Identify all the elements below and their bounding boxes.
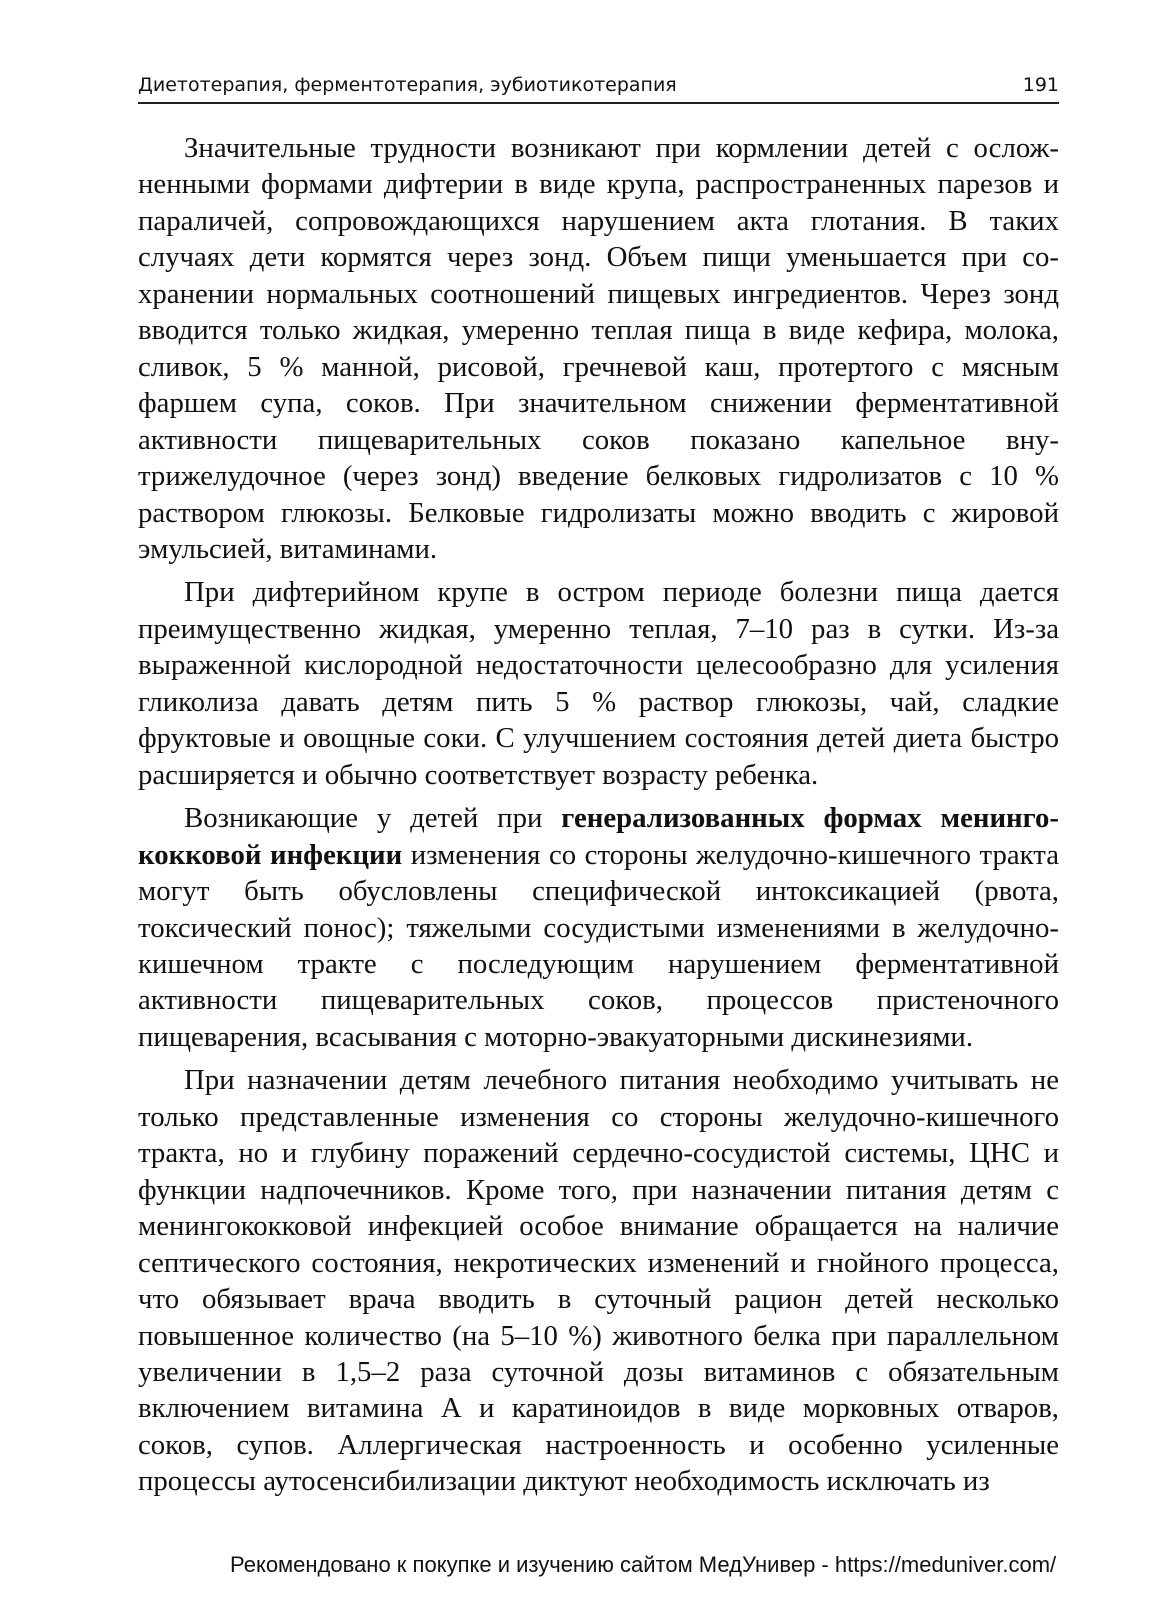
footer-watermark: Рекомендовано к покупке и изучению сайтом МедУнивер - https://meduniver.com/	[230, 1552, 1057, 1577]
page-number: 191	[1022, 74, 1059, 96]
paragraph-therapeutic-nutrition: При назначении детям лечебного питания необходимо учитывать не только представленные изменения со стороны желудочно-кишечного тракта, но и глубину поражений сердечно-сосудистой системы, ЦНС и функции надпочечников. Кроме того, при назначении питания детям с менингококковой инфекцией особое внимание обращается на наличие септического состояния, некротических изменений и гнойного процесса, что обязывает врача вводить в суточный рацион детей несколько повышенное количество (на 5–10 %) животного белка при параллельном увеличении в 1,5–2 раза суточной дозы витаминов с обязательным включением витамина А и каратиноидов в виде морковных отваров, соков, супов. Аллергическая настроенность и особенно усиленные процессы аутосенсибилизации диктуют необходимость исключать из	[138, 1064, 1059, 1498]
paragraph-diphtheria-croup: При дифтерийном крупе в остром периоде болезни пища дается преимущественно жидкая, умеренно теплая, 7–10 раз в сутки. Из-за выраженной кислородной недостаточности целесообразно для усиления гликолиза давать детям пить 5 % раствор глюкозы, чай, сладкие фруктовые и овощные соки. С улучшением состояния детей диета быстро расширяется и обычно соответствует возрасту ребенка.	[138, 576, 1059, 791]
paragraph-meningococcal-infection	[138, 800, 1059, 1055]
running-header	[138, 68, 1059, 104]
running-header-title: Диетотерапия, ферментотерапия, эубиотикотерапия	[138, 74, 677, 96]
paragraph-diphtheria-feeding: Значительные трудности возникают при кормлении детей с осложненными формами дифтерии в виде крупа, распространенных парезов и параличей, сопровождающихся нарушением акта глотания. В таких случаях дети кормятся через зонд. Объем пищи уменьшается при сохранении нормальных соотношений пищевых ингредиентов. Через зонд вводится только жидкая, умеренно теплая пища в виде кефира, молока, сливок, 5 % манной, рисовой, гречневой каш, протертого с мясным фаршем супа, соков. При значительном снижении ферментативной активности пищеварительных соков показано капельное внутрижелудочное (через зонд) введение белковых гидролизатов с 10 % раствором глюкозы. Белковые гидролизаты можно вводить с жировой эмульсией, витаминами.	[138, 132, 1059, 565]
paragraph-continuation-text: изменения со стороны желудочно-кишечного тракта могут быть обусловлены специфической интоксикацией (рвота, токсический понос); тяжелыми сосудистыми изменениями в желудочно-кишечном тракте с последующим нарушением ферментативной активности пищеварительных соков, процессов пристеночного пищеварения, всасывания с моторно-эвакуаторными дискинезиями.	[138, 838, 1059, 1053]
page-body	[138, 130, 1059, 1507]
bold-term: генерализованных формах менингококковой инфекции	[138, 802, 1059, 871]
paragraph-lead-text: Возникающие у детей при	[184, 802, 562, 835]
